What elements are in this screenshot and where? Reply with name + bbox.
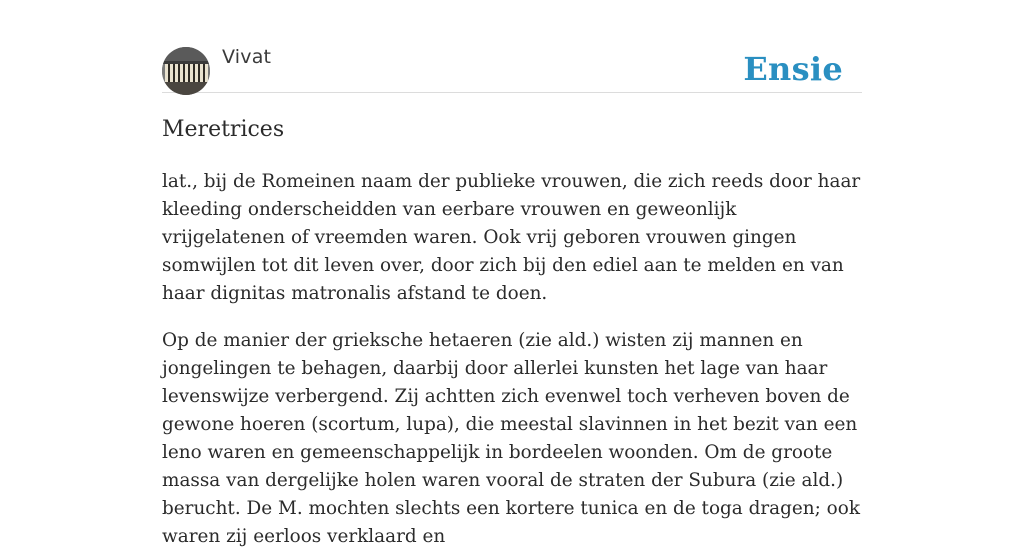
article-paragraph-2: Op de manier der grieksche hetaeren (zie ald.) wisten zij mannen en jongelingen te behagen, daarbij door allerlei kunsten het lage van haar levenswijze verbergend. Zij achtten zich evenwel toch verheven boven de gewone hoeren (scortum, lupa), die meestal slavinnen in het bezit van een leno waren en gemeenschappelijk in bordeelen woonden. Om de groote massa van dergelijke holen waren vooral de straten der Subura (zie ald.) berucht. De M. mochten slechts een kortere tunica en de toga dragen; ook waren zij eerloos verklaard en (162, 330, 860, 547)
brand-logo[interactable]: Ensie (743, 50, 843, 88)
article-container (162, 0, 862, 551)
source-avatar[interactable] (162, 47, 210, 95)
article-title: Meretrices (162, 117, 285, 142)
article-paragraph-1: lat., bij de Romeinen naam der publieke vrouwen, die zich reeds door haar kleeding onderscheidden van eerbare vrouwen en geweonlijk vrijgelatenen of vreemden waren. Ook vrij geboren vrouwen gingen somwijlen tot dit leven over, door zich bij den ediel aan te melden en van haar dignitas matronalis afstand te doen. (162, 171, 861, 304)
header (162, 0, 862, 93)
book-spines-icon (162, 47, 210, 95)
source-name[interactable]: Vivat (222, 46, 272, 68)
